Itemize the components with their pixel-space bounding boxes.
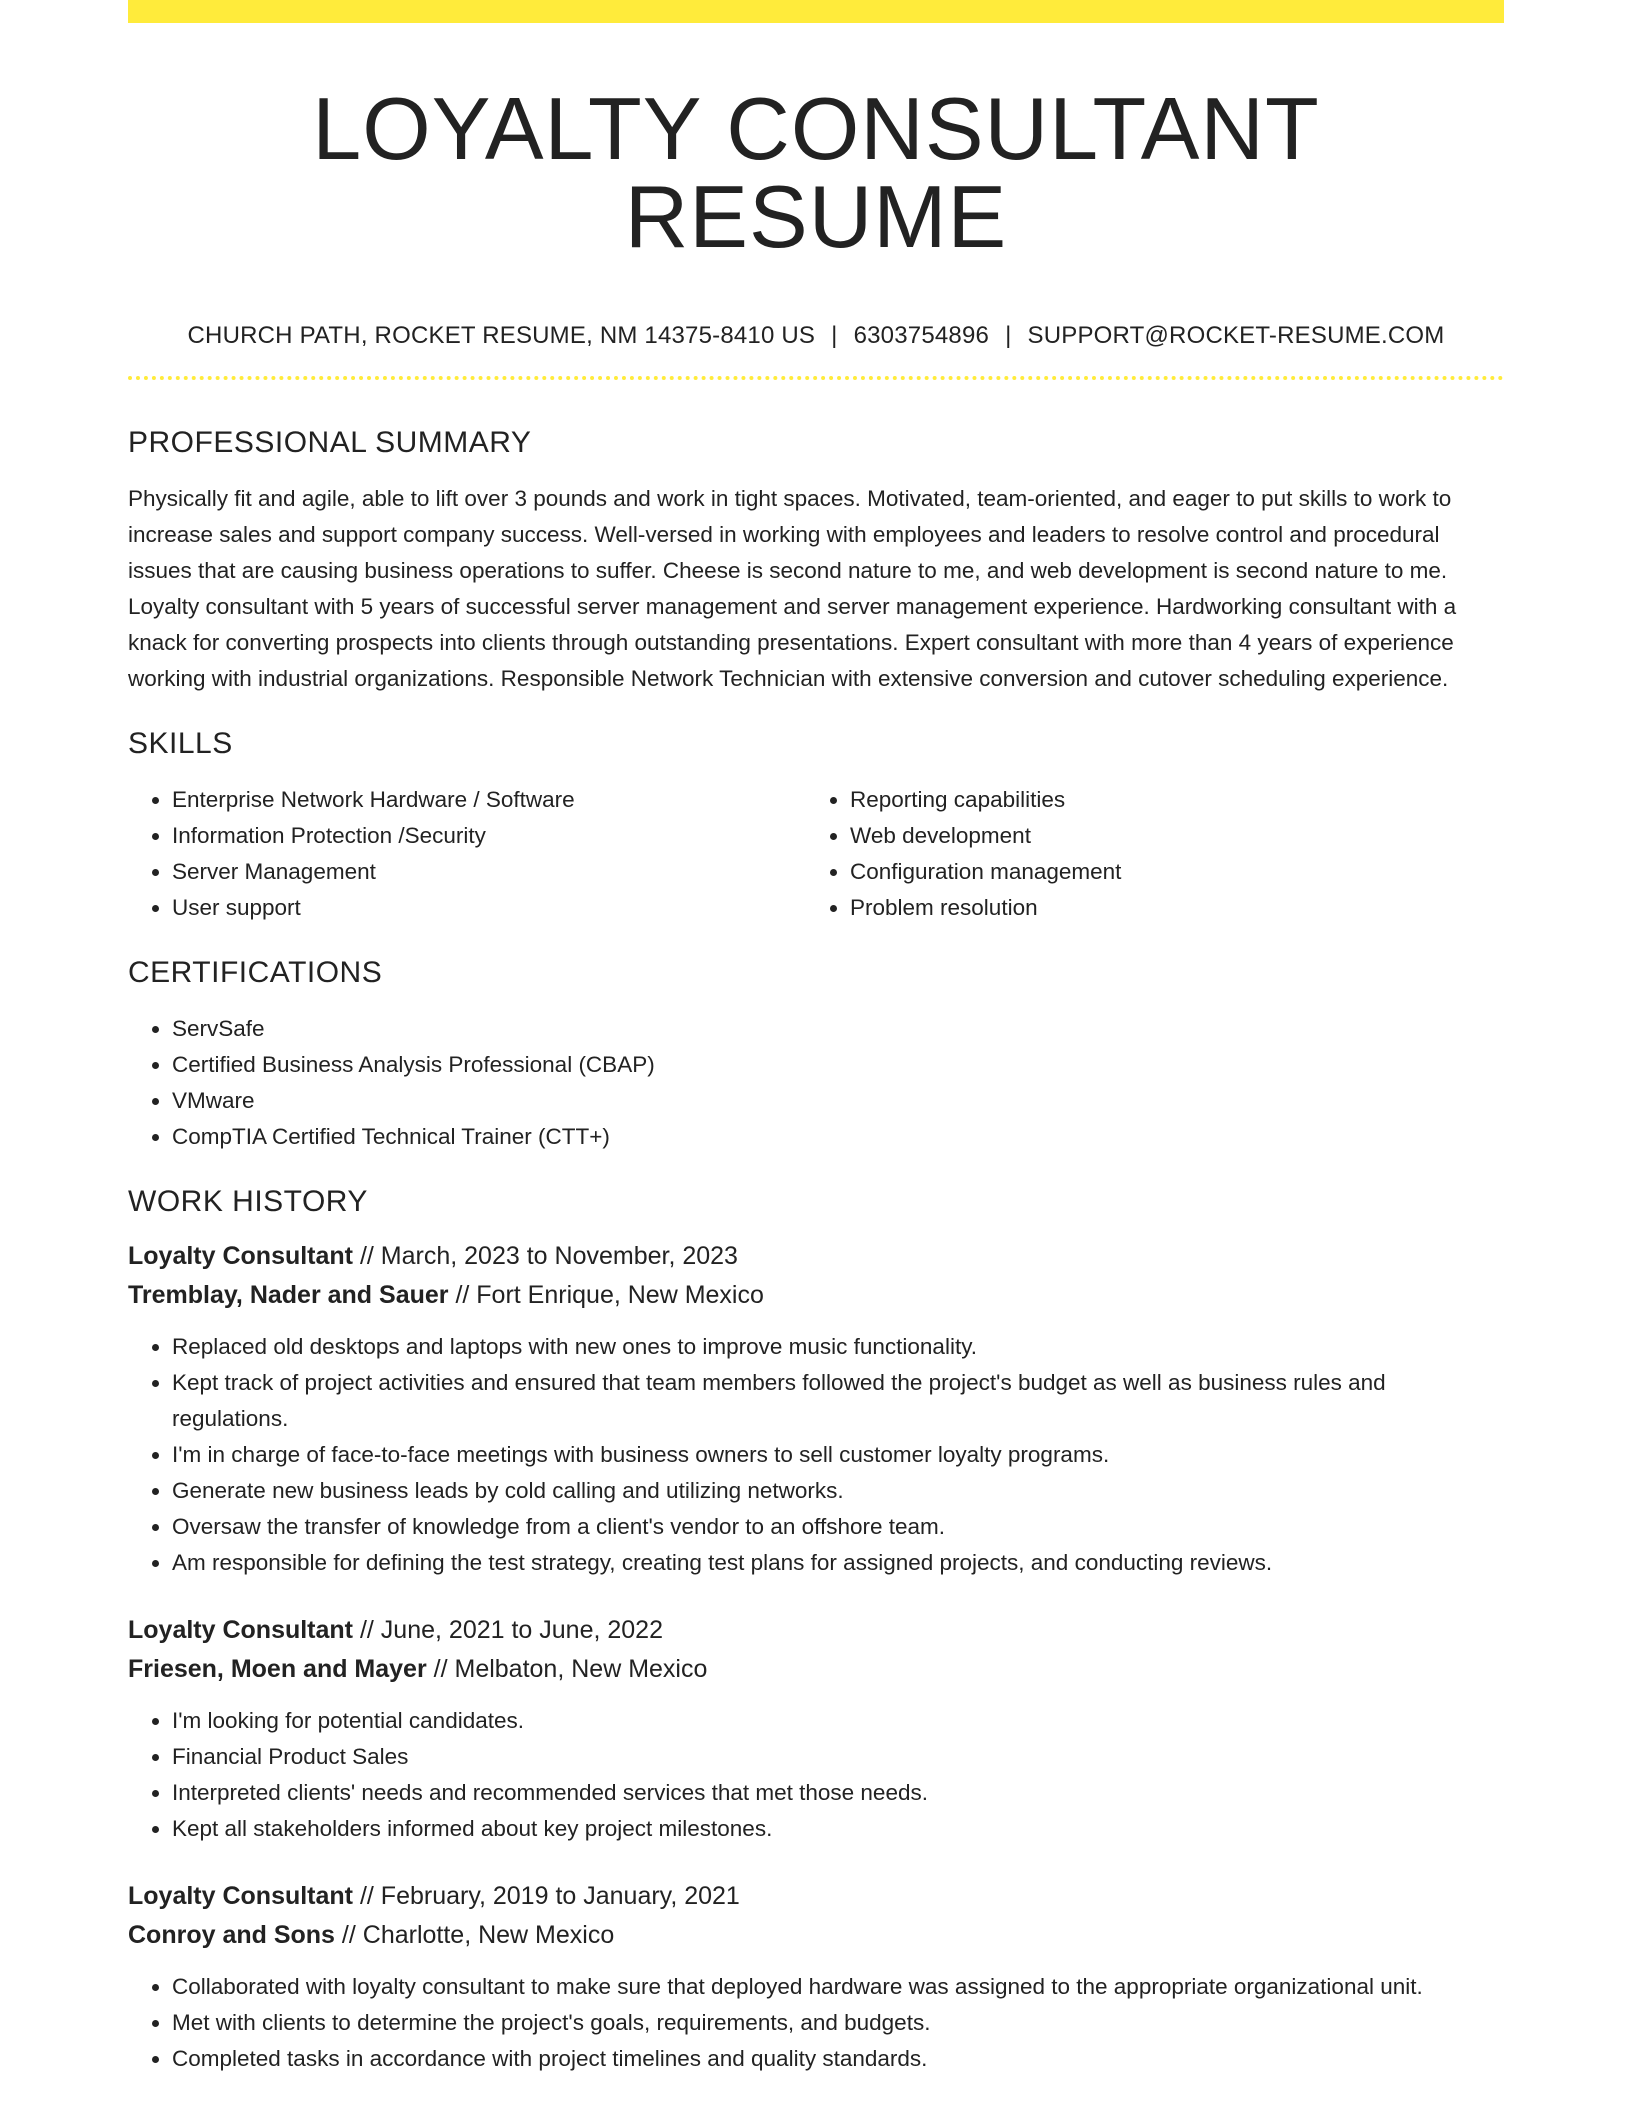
summary-section xyxy=(128,425,1504,697)
job-bullet: • Kept track of project activities and ensured that team members followed the project's budget as well as business rules and regulations. xyxy=(172,1365,1504,1437)
section-heading-summary: PROFESSIONAL SUMMARY xyxy=(128,426,532,459)
contact-line xyxy=(128,321,1504,351)
job-company: Friesen, Moen and Mayer xyxy=(128,1655,427,1683)
job-entry xyxy=(128,1877,1504,2077)
skills-section xyxy=(128,726,1504,926)
work-history-section xyxy=(128,1184,1504,2077)
skill-item: • Web development xyxy=(850,818,1484,854)
job-role: Loyalty Consultant xyxy=(128,1616,354,1644)
job-company: Conroy and Sons xyxy=(128,1921,335,1949)
job-role-line xyxy=(128,1611,1504,1650)
dotted-divider xyxy=(128,376,1504,380)
job-entry xyxy=(128,1237,1504,1581)
contact-phone: 6303754896 xyxy=(853,322,990,349)
job-role-line xyxy=(128,1877,1504,1916)
job-dates: // February, 2019 to January, 2021 xyxy=(359,1882,740,1910)
job-bullet: • Replaced old desktops and laptops with new ones to improve music functionality. xyxy=(172,1329,1504,1365)
certifications-list xyxy=(128,1011,1504,1155)
job-role: Loyalty Consultant xyxy=(128,1882,354,1910)
summary-text: Physically fit and agile, able to lift over 3 pounds and work in tight spaces. Motivated, team-oriented, and eager to put skills to work to increase sales and support company success. Well-versed in working with employees and leaders to resolve control and procedural issues that are causing business operations to suffer. Cheese is second nature to me, and web development is second nature to me. Loyalty consultant with 5 years of successful server management and server management experience. Hardworking consultant with a knack for converting prospects into clients through outstanding presentations. Expert consultant with more than 4 years of experience working with industrial organizations. Responsible Network Technician with extensive conversion and cutover scheduling experience. xyxy=(128,486,1457,691)
job-bullet: • Financial Product Sales xyxy=(172,1739,1504,1775)
job-bullets xyxy=(128,1969,1504,2077)
job-bullet: • I'm looking for potential candidates. xyxy=(172,1703,1504,1739)
contact-address: CHURCH PATH, ROCKET RESUME, NM 14375-8410 US xyxy=(187,322,816,349)
skill-item: • Enterprise Network Hardware / Software xyxy=(172,782,806,818)
job-bullet: • Generate new business leads by cold calling and utilizing networks. xyxy=(172,1473,1504,1509)
skill-item: • Configuration management xyxy=(850,854,1484,890)
job-company-line xyxy=(128,1650,1504,1689)
job-entry xyxy=(128,1611,1504,1847)
job-bullet: • Met with clients to determine the project's goals, requirements, and budgets. xyxy=(172,2005,1504,2041)
job-dates: // June, 2021 to June, 2022 xyxy=(359,1616,663,1644)
job-bullet: • Am responsible for defining the test strategy, creating test plans for assigned projects, and conducting reviews. xyxy=(172,1545,1504,1581)
job-bullets xyxy=(128,1703,1504,1847)
job-bullet: • Collaborated with loyalty consultant to make sure that deployed hardware was assigned to the appropriate organizational unit. xyxy=(172,1969,1504,2005)
skills-list-left xyxy=(128,782,806,926)
job-bullet: • I'm in charge of face-to-face meetings with business owners to sell customer loyalty programs. xyxy=(172,1437,1504,1473)
job-location: // Melbaton, New Mexico xyxy=(433,1655,708,1683)
section-heading-work-history: WORK HISTORY xyxy=(128,1185,368,1218)
skill-item: • User support xyxy=(172,890,806,926)
certification-item: • VMware xyxy=(172,1083,1504,1119)
skill-item: • Problem resolution xyxy=(850,890,1484,926)
contact-email: SUPPORT@ROCKET-RESUME.COM xyxy=(1027,322,1445,349)
certifications-section xyxy=(128,955,1504,1155)
job-company: Tremblay, Nader and Sauer xyxy=(128,1281,449,1309)
skills-column-right xyxy=(806,782,1484,926)
job-location: // Fort Enrique, New Mexico xyxy=(455,1281,764,1309)
job-dates: // March, 2023 to November, 2023 xyxy=(359,1242,738,1270)
skill-item: • Reporting capabilities xyxy=(850,782,1484,818)
section-heading-certifications: CERTIFICATIONS xyxy=(128,956,383,989)
job-bullet: • Interpreted clients' needs and recommended services that met those needs. xyxy=(172,1775,1504,1811)
job-location: // Charlotte, New Mexico xyxy=(341,1921,615,1949)
job-role-line xyxy=(128,1237,1504,1276)
job-bullet: • Kept all stakeholders informed about key project milestones. xyxy=(172,1811,1504,1847)
skill-item: • Server Management xyxy=(172,854,806,890)
certification-item: • ServSafe xyxy=(172,1011,1504,1047)
job-bullet: • Completed tasks in accordance with project timelines and quality standards. xyxy=(172,2041,1504,2077)
skills-grid xyxy=(128,782,1504,926)
resume-title: LOYALTY CONSULTANT RESUME xyxy=(312,79,1320,266)
job-bullets xyxy=(128,1329,1504,1581)
job-company-line xyxy=(128,1916,1504,1955)
contact-separator: | xyxy=(1005,322,1012,349)
skills-column-left xyxy=(128,782,806,926)
section-heading-skills: SKILLS xyxy=(128,727,233,760)
contact-separator: | xyxy=(831,322,838,349)
top-accent-bar xyxy=(128,0,1504,23)
job-role: Loyalty Consultant xyxy=(128,1242,354,1270)
job-bullet: • Oversaw the transfer of knowledge from a client's vendor to an offshore team. xyxy=(172,1509,1504,1545)
skill-item: • Information Protection /Security xyxy=(172,818,806,854)
resume-page xyxy=(128,0,1504,2077)
job-company-line xyxy=(128,1276,1504,1315)
certification-item: • CompTIA Certified Technical Trainer (CTT+) xyxy=(172,1119,1504,1155)
skills-list-right xyxy=(806,782,1484,926)
certification-item: • Certified Business Analysis Professional (CBAP) xyxy=(172,1047,1504,1083)
